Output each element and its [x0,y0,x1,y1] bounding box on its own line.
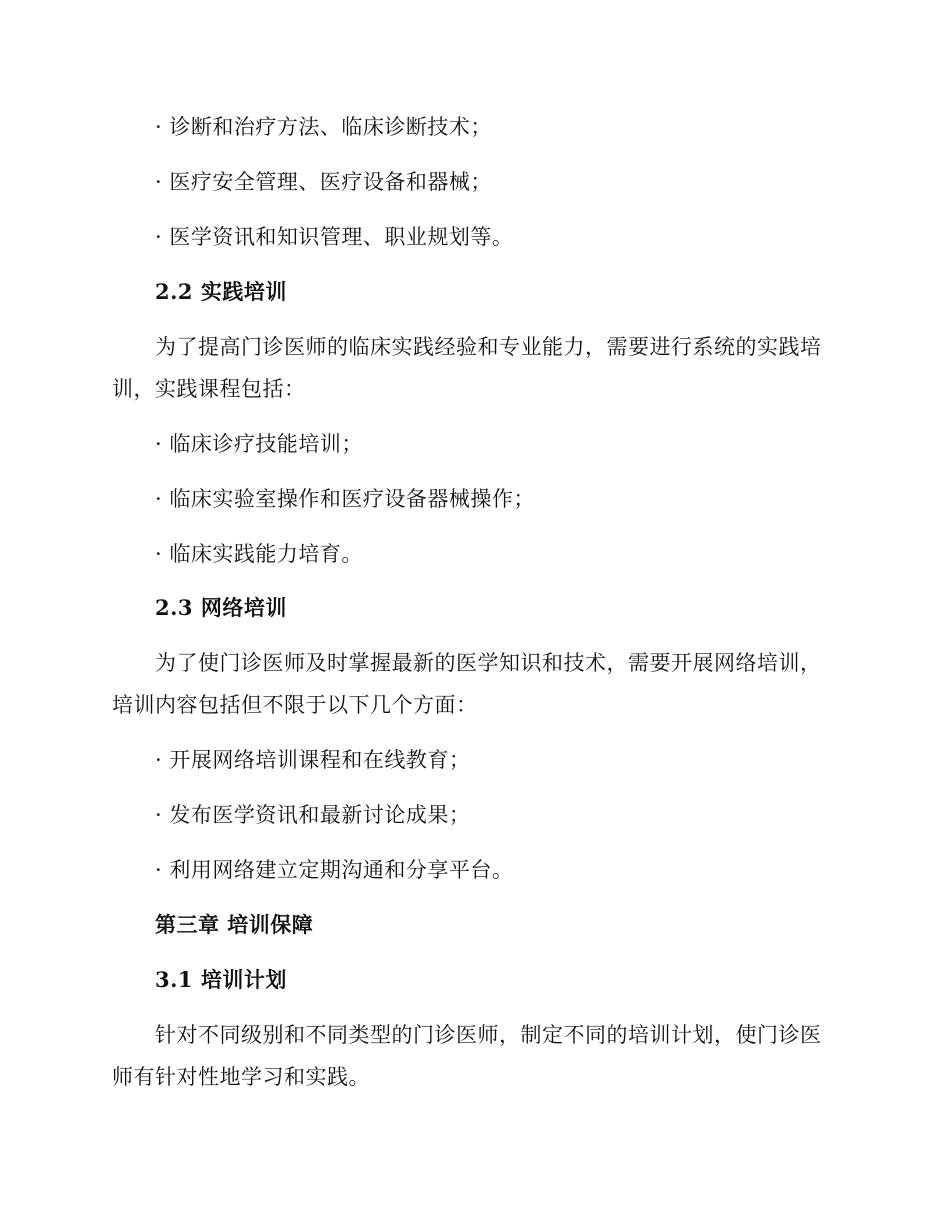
bullet-item: · 临床诊疗技能培训； [155,432,363,456]
bullet-item: · 发布医学资讯和最新讨论成果； [155,803,471,827]
paragraph-line: 为了使门诊医师及时掌握最新的医学知识和技术，需要开展网络培训， [155,651,822,675]
bullet-item: · 临床实践能力培育。 [155,542,363,566]
bullet-item: · 开展网络培训课程和在线教育； [155,748,471,772]
bullet-item: · 利用网络建立定期沟通和分享平台。 [155,858,514,882]
paragraph-line: 培训内容包括但不限于以下几个方面： [112,693,478,717]
paragraph-line: 为了提高门诊医师的临床实践经验和专业能力，需要进行系统的实践培 [155,335,822,359]
paragraph-line: 师有针对性地学习和实践。 [112,1065,370,1089]
chapter-heading-3: 第三章 培训保障 [155,912,314,937]
bullet-item: · 医疗安全管理、医疗设备和器械； [155,170,492,194]
paragraph-line: 针对不同级别和不同类型的门诊医师，制定不同的培训计划，使门诊医 [155,1023,822,1047]
section-heading-3-1: 3.1 培训计划 [155,967,287,992]
paragraph-line: 训，实践课程包括： [112,377,306,401]
bullet-item: · 诊断和治疗方法、临床诊断技术； [155,115,492,139]
section-heading-2-3: 2.3 网络培训 [155,595,287,620]
bullet-item: · 临床实验室操作和医疗设备器械操作； [155,487,535,511]
bullet-item: · 医学资讯和知识管理、职业规划等。 [155,225,514,249]
section-heading-2-2: 2.2 实践培训 [155,279,287,304]
